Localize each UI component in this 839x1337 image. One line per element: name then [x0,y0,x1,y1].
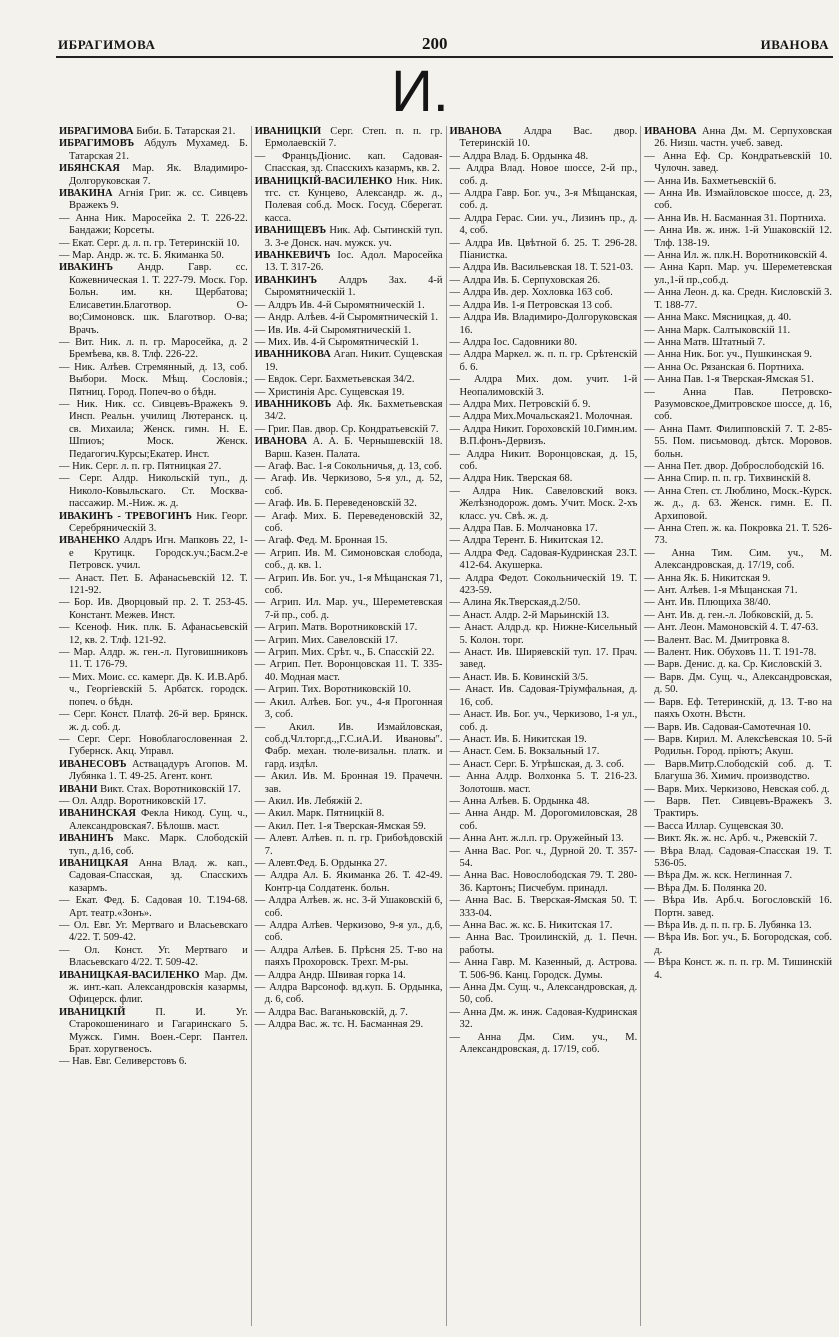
directory-entry: — Алдра Ив. 1-я Петровская 13 соб. [449,299,613,311]
directory-entry: ИБЯНСКАЯ Мар. Як. Владимиро-Долгоруковская 7. [59,163,248,187]
directory-entry: — Анаст. Ив. Б. Никитская 19. [449,733,587,745]
directory-entry: — Анна Карп. Мар. уч. Шереметевская ул.,1-й пр.,соб.д. [644,262,832,286]
directory-entry: — Алдръ Ив. 4-й Сыромятническій 1. [254,299,425,311]
directory-entry: — Анаст. Сем. Б. Вокзальный 17. [449,746,600,758]
directory-entry: — Анна Пет. двор. Доброслободскій 16. [644,460,825,472]
directory-entry: — Агрип. Ил. Мар. уч., Шереметевская 7-й пр., соб. д. [254,597,443,621]
directory-entry: ИВАКИНЪ Андр. Гавр. сс. Кожевническая 1. Т. 227-79. Моск. Гор. Больн. им. кн. Щербатова; Елисаветин.Благотвор. О-во;Симоновск. шк. Благотвор. О-ва; Врачъ. [59,262,248,336]
directory-entry: — Анаст. Алдр. 2-й Марьинскій 13. [449,609,610,621]
directory-entry: — Екат. Серг. д. л. п. гр. Тетеринскій 10. [59,237,240,249]
directory-entry: — Анна Макс. Мясницкая, д. 40. [644,312,792,324]
directory-entry: — Агаф. Вас. 1-я Сокольничья, д. 13, соб. [254,460,442,472]
directory-entry: ИВАКИНЪ - ТРЕВОГИНЪ Ник. Георг. Серебряническій 3. [59,510,248,534]
directory-entry: — Алдра Ник. Тверская 68. [449,473,573,485]
directory-entry: — Анна Ив. Н. Басманная 31. Портниха. [644,212,826,224]
directory-entry: — Алевт. Алѣев. п. п. гр. Грибоѣдовскій 7. [254,833,443,857]
directory-entry: — Ксеноф. Ник. плк. Б. Афанасьевскій 12, кв. 2. Тлф. 121-92. [59,622,248,646]
directory-entry: — Анаст. Алдр.д. кр. Нижне-Кисельный 5. Колон. торг. [449,622,638,646]
directory-entry: — Анна Як. Б. Никитская 9. [644,572,771,584]
directory-entry: — Ник. Алѣев. Стремянный, д. 13, соб. Выбори. Моск. Мѣщ. Сословія.; Пятниц. Город. Попеч-во о бѣдн. [59,361,248,398]
directory-entry: — Вѣра Конст. ж. п. п. гр. М. Тишинскій 4. [644,957,832,981]
directory-entry: — Ант. Алѣев. 1-я Мѣщанская 71. [644,585,798,597]
header-right-keyword: ИВАНОВА [760,37,829,52]
directory-entry: — Алдра Вас. Ваганьковскій, д. 7. [254,1006,408,1018]
directory-entry: — Анна Тим. Сим. уч., М. Александровская, д. 17/19, соб. [644,547,832,572]
header-left-keyword: ИБРАГИМОВА [58,37,156,52]
directory-entry: — Алевт.Фед. Б. Ордынка 27. [254,857,388,869]
page-number: 200 [422,34,448,53]
directory-entry: — Анна Пав. 1-я Тверская-Ямская 51. [644,374,814,386]
directory-entry: — Вѣра Ив. Арб.ч. Богословскій 16. Портн. завед. [644,895,832,919]
directory-entry: — Викт. Як. ж. нс. Арб. ч., Ржевскій 7. [644,833,818,845]
section-letter: И. [391,59,449,124]
directory-entry: — Серг. Конст. Платф. 26-й вер. Брянск. ж. д. соб. д. [59,709,248,733]
directory-entry: — Алдра Ив. Б. Серпуховская 26. [449,274,601,286]
directory-entry: — Мар. Андр. ж. тс. Б. Якиманка 50. [59,250,225,262]
directory-entry: — Анна Дм. ж. инж. Садовая-Кудринская 32. [449,1006,638,1031]
directory-entry: — Мих. Ив. 4-й Сыромятническій 1. [254,336,419,348]
directory-entry: — Анна Вас. Троилинскій, д. 1. Печн. работы. [449,932,638,956]
directory-entry: — Вѣра Дм. ж. кск. Неглинная 7. [644,870,793,882]
directory-entry: — Алдра Ив. Васильевская 18. Т. 521-03. [449,262,634,274]
directory-entry: — Анаст. Пет. Б. Афанасьевскій 12. Т. 121-92. [59,572,248,597]
directory-entry: ИБРАГИМОВЪ Абдулъ Мухамед. Б. Татарская 21. [59,138,248,162]
directory-entry: — Ол. Евг. Уг. Мертваго и Власьевскаго 4/22. Т. 509-42. [59,920,248,944]
directory-entry: — Анаст. Ив. Садовая-Тріумфальная, д. 16, соб. [449,684,638,708]
running-header [56,34,833,58]
directory-entry: — Алдра Гавр. Бог. уч., 3-я Мѣщанская, соб. д. [449,188,638,212]
directory-entry: — Евдок. Серг. Бахметьевская 34/2. [254,374,415,386]
directory-entry: ИВАНКИНЪ Алдръ Зах. 4-й Сыромятническій 1. [254,274,443,299]
directory-entry: — Вѣра Ив. д. п. п. гр. Б. Лубянка 13. [644,920,812,931]
directory-entry: — Анна Степ. ст. Люблино, Моск.-Курск. ж. д., д. 63. Женск. гимн. Е. П. Архиповой. [644,485,832,522]
directory-entry: — Екат. Фед. Б. Садовая 10. Т.194-68. Арт. театр.«Зонъ». [59,895,248,919]
directory-entry: — Анаст. Ив. Б. Ковинскій 3/5. [449,671,589,683]
directory-entry: — Вѣра Ив. Бог. уч., Б. Богородская, соб. д. [644,932,832,956]
directory-entry: — Анна Ник. Бог. уч., Пушкинская 9. [644,349,812,361]
directory-entry: — Ник. Ник. сс. Сивцевъ-Вражекъ 9. Инсп. Реальн. училищ Лютеранск. ц. св. Михаила; Женск. гимн. Н. Е. Шпиоъ; Моск. Женск. Педагогич.Курсы;Екатер. Инст. [59,398,248,460]
directory-entry: — Христинія Арс. Сущевская 19. [254,386,405,398]
directory-entry: — Агаф. Ив. Б. Переведеновскій 32. [254,498,417,510]
directory-entry: — Алдра Алѣев. Черкизово, 9-я ул., д.6, соб. [254,920,443,944]
directory-entry: — Анна Вас. Рог. ч., Дурной 20. Т. 357-54. [449,845,638,869]
directory-entry: — Ник. Серг. л. п. гр. Пятницкая 27. [59,460,222,472]
directory-entry: — Алдра Никит. Воронцовская, д. 15, соб. [449,448,638,472]
directory-entry: — Агрип. Матв. Воротниковскій 17. [254,622,418,634]
directory-entry: — Агрип. Ив. Бог. уч., 1-я Мѣщанская 71, соб. [254,572,443,597]
directory-entry: — Алдра Алѣев. ж. нс. 3-й Ушаковскій 6, соб. [254,895,443,919]
directory-entry: — Анна Ив. ж. инж. 1-й Ушаковскій 12. Тлф. 138-19. [644,225,832,249]
directory-entry: — Анна Андр. М. Дорогомиловская, 28 соб. [449,808,638,832]
directory-entry: — Анна Леон. д. ка. Средн. Кисловскій 3. Т. 188-77. [644,287,832,311]
directory-entry: — Ол. Алдр. Воротниковскій 17. [59,795,207,807]
directory-entry: — Агаф. Ив. Черкизово, 5-я ул., д. 52, соб. [254,473,443,497]
directory-entry: — Мар. Алдр. ж. ген.-л. Пуговишниковъ 11. Т. 176-79. [59,647,248,671]
directory-entry: — Агрип. Тих. Воротниковскій 10. [254,684,411,696]
directory-entry: — Алдра Іос. Садовники 80. [449,336,578,348]
directory-entry: — Алдра Алѣев. Б. Прѣсня 25. Т-во на паяхъ Прохоровск. Трехг. М-ры. [254,944,443,969]
directory-entry: — Варв.Митр.Слободскій соб. д. Т. Благуша 36. Химич. производство. [644,758,832,783]
directory-entry: — Анна Вас. ж. кс. Б. Никитская 17. [449,920,613,931]
directory-entry: — Варв. Пет. Сивцевъ-Вражекъ 3. Трактиръ. [644,795,832,820]
directory-entry: — Варв. Дм. Сущ. ч., Александровская, д. 50. [644,671,832,696]
directory-entry: ИВАНИНСКАЯ Фекла Никод. Сущ. ч., Александровская7. Бѣлошв. маст. [59,808,248,832]
directory-entry: — Анна Марк. Салтыковскій 11. [644,324,791,336]
directory-entry: ИВАНКЕВИЧЪ Іос. Адол. Маросейка 13. Т. 317-26. [254,250,443,274]
directory-entry: ИВАКИНА Агнія Григ. ж. сс. Сивцевъ Вражекъ 9. [59,188,248,212]
directory-entry: — Анна Ив. Бахметьевскій 6. [644,175,777,187]
directory-entry: ИВАНЕНКО Алдръ Игн. Мапковъ 22, 1-е Крутицк. Городск.уч.;Басм.2-е Петровск. учил. [59,535,248,572]
directory-entry: ИВАНОВА Алдра Вас. двор. Тетеринскій 10. [449,126,638,150]
directory-entry: — Алдра Фед. Садовая-Кудринская 23.Т. 412-64. Акушерка. [449,547,638,572]
directory-entry: — Алдра Терент. Б. Никитская 12. [449,535,604,547]
directory-entry: — Валент. Вас. М. Дмитровка 8. [644,634,790,646]
directory-entry: ИВАННИКОВЪ Аф. Як. Бахметьевская 34/2. [254,398,443,423]
directory-entry: — Ант. Ив. д. ген.-л. Лобковскій, д. 5. [644,609,814,621]
directory-entry: — Алдра Пав. Б. Молчановка 17. [449,523,598,534]
directory-entry: — Варв. Денис. д. ка. Ср. Кисловскій 3. [644,659,823,671]
directory-entry: — Ол. Конст. Уг. Мертваго и Власьевскаго 4/22. Т. 509-42. [59,944,248,969]
directory-entry: — Акил. Ив. Лебяжій 2. [254,795,363,807]
directory-entry: — Андр. Алѣев. 4-й Сыромятническій 1. [254,312,438,324]
directory-entry: — Алдра Ник. Савеловский вокз. Желѣзнодорож. домъ. Учит. Моск. 2-хъ класс. уч. Свѣ. ж. д. [449,485,638,522]
directory-entry: ИВАНИЦКАЯ-ВАСИЛЕНКО Мар. Дм. ж. инт.-кап. Александровскія казармы, Офицерск. флиг. [59,969,248,1006]
directory-entry: ИВАНИНЪ Макс. Марк. Слободскій туп., д.16, соб. [59,833,248,857]
directory-entry: — Анна Матв. Штатный 7. [644,336,766,348]
directory-entry: — Алдра Ив. дер. Хохловка 163 соб. [449,287,613,299]
directory-entry: — Анна Алдр. Волхонка 5. Т. 216-23. Золотошв. маст. [449,771,638,795]
directory-entry: ИВАНИЦКІЙ П. И. Уг. Старокошенинаго и Гагаринскаго 5. Мужск. Гимн. Воен.-Серг. Пантел. Брат. хоругвеносъ. [59,1006,248,1056]
directory-column-2 [251,126,446,1326]
directory-entry: ИВАНИЦКІЙ-ВАСИЛЕНКО Ник. Ник. тгс. ст. Кунцево, Александр. ж. д., Полевая соб.д. Моск. Госуд. Сберегат. касса. [254,175,443,224]
directory-entry: — Вѣра Дм. Б. Полянка 20. [644,882,767,894]
directory-entry: — Алдра Андр. Швивая горка 14. [254,969,406,981]
directory-entry: — Анаст. Серг. Б. Угрѣшская, д. 3. соб. [449,758,625,770]
directory-entry: — Алдра Влад. Новое шоссе, 2-й пр., соб. д. [449,163,638,187]
directory-entry: — Васса Иллар. Сущевская 30. [644,820,784,832]
directory-entry: — Алдра Мих. Петровскій б. 9. [449,398,591,410]
directory-entry: — Вѣра Влад. Садовая-Спасская 19. Т. 536-05. [644,845,832,869]
directory-entry: — Анаст. Ив. Ширяевскій туп. 17. Прач. завед. [449,647,638,671]
directory-entry: — Алдра Ал. Б. Якиманка 26. Т. 42-49. Контр-ца Солдатенк. больн. [254,870,443,894]
directory-entry: — Алдра Мих.Мочальская21. Молочная. [449,411,633,423]
directory-entry: ИВАНИЦКАЯ Анна Влад. ж. кап., Садовая-Спасская, зд. Спасскихъ казармъ. [59,857,248,894]
directory-entry: — Вит. Ник. л. п. гр. Маросейка, д. 2 Бремѣева, кв. 8. Тлф. 226-22. [59,336,248,361]
directory-columns [56,126,835,1326]
directory-entry: — Алдра Маркел. ж. п. п. гр. Срѣтенскій б. 6. [449,349,638,373]
directory-entry: — Алдра Вас. ж. тс. Н. Басманная 29. [254,1019,424,1031]
directory-entry: — Агрип. Пет. Воронцовская 11. Т. 335-40. Модная маст. [254,659,443,683]
directory-entry: — Анна Степ. ж. ка. Покровка 21. Т. 526-73. [644,523,832,547]
directory-entry: — Алдра Мих. дом. учит. 1-й Неопалимовскій 3. [449,374,638,398]
directory-entry: — Анна Спир. п. п. гр. Тихвинскій 8. [644,473,811,485]
directory-entry: — Анна Вас. Новослободская 79. Т. 280-36. Картонъ; Писчебум. принадл. [449,870,638,894]
directory-entry: — Мих. Моис. сс. камерг. Дв. К. И.В.Арб. ч., Георгіевскій 5. Арбатск. городск. попеч. о бѣдн. [59,671,248,708]
directory-entry: — Анна Ил. ж. плк.Н. Воротниковскій 4. [644,250,828,262]
directory-entry: — Бор. Ив. Дворцовый пр. 2. Т. 253-45. Констант. Межев. Инст. [59,597,248,621]
directory-entry: — Варв. Кирил. М. Алексѣевская 10. 5-й Родильн. Город. пріютъ; Акуш. [644,733,832,758]
directory-entry: ИВАНИ Викт. Стах. Воротниковскій 17. [59,783,241,795]
directory-entry: — Анна Ник. Маросейка 2. Т. 226-22. Бандажи; Корсеты. [59,212,248,237]
directory-entry: — Анна Дм. Сим. уч., М. Александровская, д. 17/19, соб. [449,1031,638,1056]
directory-entry: — Валент. Ник. Обуховъ 11. Т. 191-78. [644,647,817,659]
directory-entry: — Анна Дм. Сущ. ч., Александровская, д. 50, соб. [449,982,638,1006]
directory-entry: — Анна Ос. Рязанская 6. Портниха. [644,361,805,373]
directory-entry: — Анна Вас. Б. Тверская-Ямская 50. Т. 333-04. [449,895,638,919]
directory-entry: — Анна Пав. Петровско-Разумовское,Дмитровское шоссе, д. 16, соб. [644,386,832,423]
directory-entry: — Анна Ант. ж.л.п. гр. Оружейный 13. [449,833,624,845]
directory-entry: — Агаф. Мих. Б. Переведеновскій 32, соб. [254,510,443,534]
directory-entry: ИВАННИКОВА Агап. Никит. Сущевская 19. [254,349,443,373]
directory-entry: — Серг. Алдр. Никольскій туп., д. Николо-Ковыльскаго. Ст. Москва-пассажир. М.-Ниж. ж. д. [59,473,248,510]
directory-entry: ИВАНОВА А. А. Б. Чернышевскій 18. Варш. Казен. Палата. [254,436,443,460]
directory-entry: — Агрип. Мих. Савеловскій 17. [254,634,398,646]
directory-entry: — Акил. Алѣев. Бог. уч., 4-я Прогонная 3, соб. [254,696,443,721]
directory-entry: — Алдра Варсоноф. вд.куп. Б. Ордынка, д. 6, соб. [254,982,443,1006]
directory-entry: — Алдра Герас. Сии. уч., Лизинъ пр., д. 4, соб. [449,212,638,237]
directory-entry: — Алдра Влад. Б. Ордынка 48. [449,150,589,162]
directory-entry: — Агрип. Мих. Срѣт. ч., Б. Спасскій 22. [254,647,435,659]
directory-entry: ИВАНИЦКІЙ Серг. Степ. п. п. гр. Ермолаевскій 7. [254,126,443,150]
directory-entry: ИВАНОВА Анна Дм. М. Серпуховская 26. Низш. частн. учеб. завед. [644,126,832,150]
directory-entry: — Анна Памт. Филипповскій 7. Т. 2-85-55. Пом. письмовод. дѣтск. Моровов. больн. [644,423,832,460]
directory-entry: — Алдра Федот. Сокольническій 19. Т. 423-59. [449,572,638,597]
directory-entry: — Алдра Ив. Цвѣтной б. 25. Т. 296-28. Піанистка. [449,237,638,262]
directory-entry: — ФранцъДіонис. кап. Садовая-Спасская, зд. Спасскихъ казармъ, кв. 2. [254,150,443,175]
directory-entry: — Анаст. Ив. Бог. уч., Черкизово, 1-я ул., соб. д. [449,709,638,733]
directory-column-3 [446,126,641,1326]
directory-column-4 [640,126,835,1326]
directory-entry: — Анна Гавр. М. Казенный, д. Астрова. Т. 506-96. Канц. Городск. Думы. [449,957,638,981]
directory-entry: — Агрип. Ив. М. Симоновская слобода, соб., д. кв. 1. [254,547,443,572]
directory-entry: — Ив. Ив. 4-й Сыромятническій 1. [254,324,412,336]
directory-entry: — Ант. Ив. Плющиха 38/40. [644,597,771,609]
directory-entry: — Анна Ив. Измайловское шоссе, д. 23, соб. [644,188,832,212]
directory-entry: — Алдра Ив. Владимиро-Долгоруковская 16. [449,312,638,336]
directory-entry: — Григ. Пав. двор. Ср. Кондратьевскій 7. [254,423,439,435]
directory-entry: — Ант. Леон. Мамоновскій 4. Т. 47-63. [644,622,819,634]
directory-entry: ИБРАГИМОВА Биби. Б. Татарская 21. [59,126,236,137]
directory-entry: — Алина Як.Тверская,д.2/50. [449,597,581,609]
directory-column-1 [56,126,251,1326]
directory-entry: — Акил. Марк. Пятницкій 8. [254,808,385,820]
directory-entry: — Варв. Ив. Садовая-Самотечная 10. [644,721,811,733]
directory-entry: — Варв. Мих. Черкизово, Невская соб. д. [644,783,830,795]
directory-entry: — Агаф. Фед. М. Бронная 15. [254,535,388,547]
directory-entry: — Алдра Никит. Гороховскій 10.Гимн.им. В.П.фонъ-Дервизъ. [449,423,638,448]
directory-entry: ИВАНЕСОВЪ Аствацадуръ Агопов. М. Лубянка 1. Т. 49-25. Агент. конт. [59,758,248,783]
directory-entry: — Акил. Ив. М. Бронная 19. Прачечн. зав. [254,771,443,795]
directory-entry: — Варв. Еф. Тетеринскій, д. 13. Т-во на паяхъ Охотн. Вѣстн. [644,696,832,721]
directory-entry: — Акил. Ив. Измайловская, соб.д.Чл.торг.д.,,Г.С.иА.И. Ивановы". Фабр. механ. тюле-визальн. платк. и гард. издѣл. [254,721,443,770]
directory-entry: — Акил. Пет. 1-я Тверская-Ямская 59. [254,820,426,832]
directory-entry: — Серг. Серг. Новоблагословенная 2. Губернск. Акц. Управл. [59,733,248,758]
directory-entry: — Нав. Евг. Селиверстовъ 6. [59,1056,187,1068]
directory-entry: — Анна Еф. Ср. Кондратьевскій 10. Чулочн. завед. [644,150,832,175]
directory-entry: — Анна Алѣев. Б. Ордынка 48. [449,795,590,807]
directory-entry: ИВАНИЩЕВЪ Ник. Аф. Сытинскій туп. 3. 3-е Донск. нач. мужск. уч. [254,225,443,249]
